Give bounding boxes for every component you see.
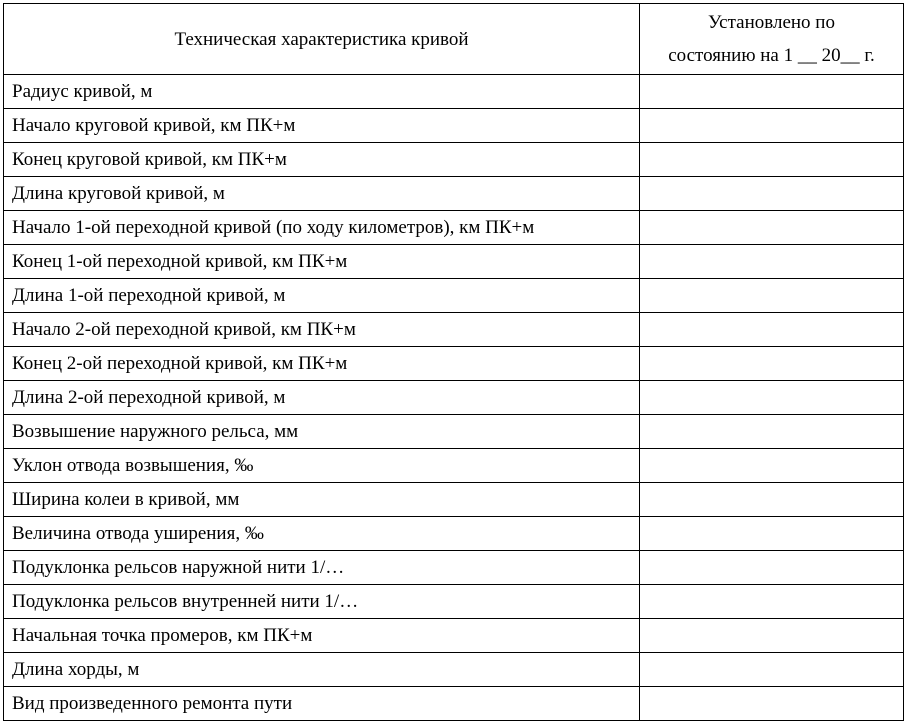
row-label-elevation-slope: Уклон отвода возвышения, ‰ — [4, 449, 640, 483]
table-row — [4, 347, 904, 381]
header-established-line2: состоянию на 1 __ 20__ г. — [668, 45, 875, 66]
table-row — [4, 245, 904, 279]
table-row — [4, 109, 904, 143]
table-row — [4, 653, 904, 687]
header-established-state — [640, 4, 904, 75]
row-label-inner-rail-cant: Подуклонка рельсов внутренней нити 1/… — [4, 585, 640, 619]
row-label-circular-length: Длина круговой кривой, м — [4, 177, 640, 211]
row-value-cell[interactable] — [640, 619, 904, 653]
row-value-cell[interactable] — [640, 381, 904, 415]
row-label-repair-type: Вид произведенного ремонта пути — [4, 687, 640, 721]
row-value-cell[interactable] — [640, 551, 904, 585]
table-header-row — [4, 4, 904, 75]
table-row — [4, 619, 904, 653]
row-value-cell[interactable] — [640, 687, 904, 721]
row-value-cell[interactable] — [640, 211, 904, 245]
row-label-chord-length: Длина хорды, м — [4, 653, 640, 687]
table-row — [4, 585, 904, 619]
table-row — [4, 177, 904, 211]
row-value-cell[interactable] — [640, 415, 904, 449]
row-value-cell[interactable] — [640, 517, 904, 551]
row-label-circular-end: Конец круговой кривой, км ПК+м — [4, 143, 640, 177]
table-row — [4, 211, 904, 245]
table-row — [4, 75, 904, 109]
table-row — [4, 517, 904, 551]
row-value-cell[interactable] — [640, 143, 904, 177]
row-label-transition2-start: Начало 2-ой переходной кривой, км ПК+м — [4, 313, 640, 347]
row-value-cell[interactable] — [640, 483, 904, 517]
row-label-transition1-end: Конец 1-ой переходной кривой, км ПК+м — [4, 245, 640, 279]
curve-characteristics-table — [3, 3, 904, 721]
table-row — [4, 381, 904, 415]
table-row — [4, 313, 904, 347]
table-row — [4, 449, 904, 483]
row-value-cell[interactable] — [640, 75, 904, 109]
row-label-measurement-start: Начальная точка промеров, км ПК+м — [4, 619, 640, 653]
row-label-transition1-length: Длина 1-ой переходной кривой, м — [4, 279, 640, 313]
row-value-cell[interactable] — [640, 177, 904, 211]
table-row — [4, 415, 904, 449]
row-label-circular-start: Начало круговой кривой, км ПК+м — [4, 109, 640, 143]
row-value-cell[interactable] — [640, 245, 904, 279]
header-established-line1: Установлено по — [708, 12, 835, 33]
table-row — [4, 551, 904, 585]
row-value-cell[interactable] — [640, 109, 904, 143]
row-label-radius: Радиус кривой, м — [4, 75, 640, 109]
row-label-outer-rail-elevation: Возвышение наружного рельса, мм — [4, 415, 640, 449]
table-row — [4, 143, 904, 177]
header-characteristic: Техническая характеристика кривой — [4, 4, 640, 75]
row-value-cell[interactable] — [640, 313, 904, 347]
row-label-widening-taper: Величина отвода уширения, ‰ — [4, 517, 640, 551]
row-label-transition2-end: Конец 2-ой переходной кривой, км ПК+м — [4, 347, 640, 381]
row-value-cell[interactable] — [640, 449, 904, 483]
table-row — [4, 279, 904, 313]
row-value-cell[interactable] — [640, 347, 904, 381]
table-row — [4, 687, 904, 721]
curve-characteristics-form — [3, 3, 904, 721]
row-value-cell[interactable] — [640, 585, 904, 619]
row-label-outer-rail-cant: Подуклонка рельсов наружной нити 1/… — [4, 551, 640, 585]
row-label-transition2-length: Длина 2-ой переходной кривой, м — [4, 381, 640, 415]
table-row — [4, 483, 904, 517]
row-label-transition1-start: Начало 1-ой переходной кривой (по ходу километров), км ПК+м — [4, 211, 640, 245]
row-value-cell[interactable] — [640, 279, 904, 313]
row-value-cell[interactable] — [640, 653, 904, 687]
row-label-gauge-width: Ширина колеи в кривой, мм — [4, 483, 640, 517]
